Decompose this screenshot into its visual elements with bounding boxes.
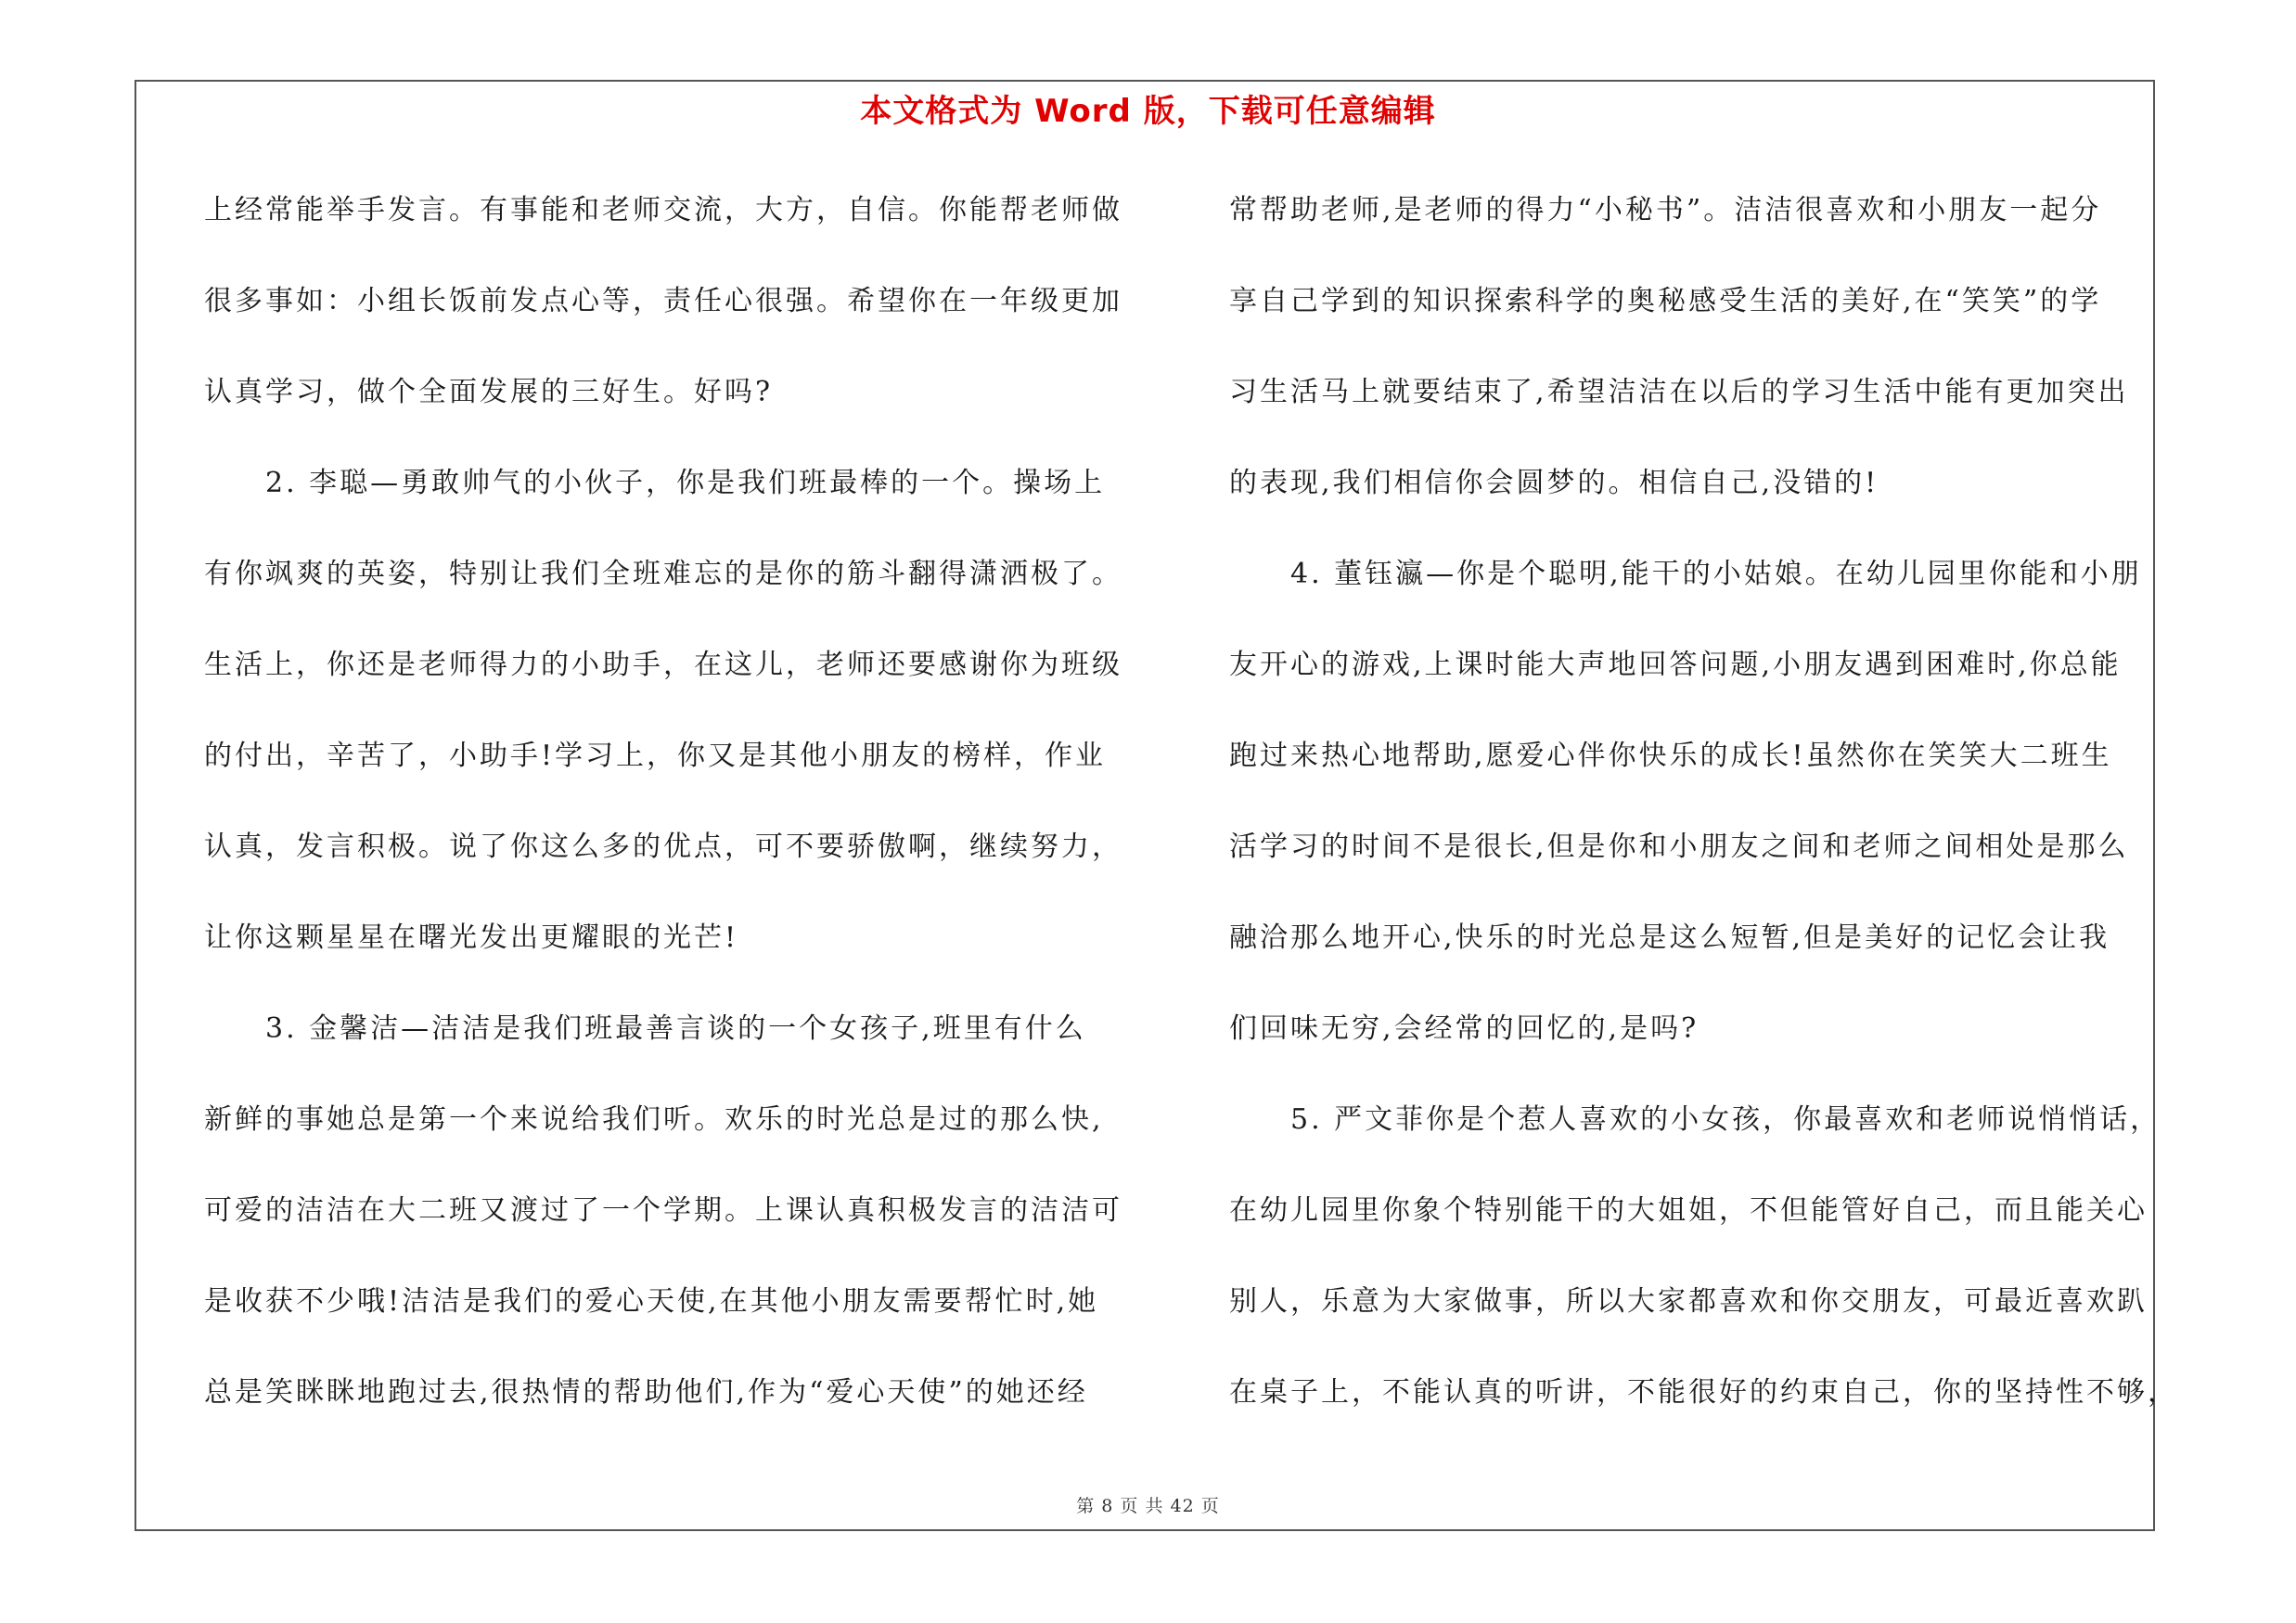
text-line: 常帮助老师,是老师的得力“小秘书”。洁洁很喜欢和小朋友一起分 <box>1229 194 2102 226</box>
text-line: 5. 严文菲你是个惹人喜欢的小女孩，你最喜欢和老师说悄悄话， <box>1229 1103 2161 1136</box>
text-line: 友开心的游戏,上课时能大声地回答问题,小朋友遇到困难时,你总能 <box>1229 649 2122 681</box>
text-line: 享自己学到的知识探索科学的奥秘感受生活的美好,在“笑笑”的学 <box>1229 285 2102 317</box>
text-line: 融洽那么地开心,快乐的时光总是这么短暂,但是美好的记忆会让我 <box>1229 921 2110 954</box>
text-line: 认真学习，做个全面发展的三好生。好吗? <box>204 376 774 408</box>
text-line: 上经常能举手发言。有事能和老师交流，大方，自信。你能帮老师做 <box>204 194 1122 226</box>
text-line: 2. 李聪—勇敢帅气的小伙子，你是我们班最棒的一个。操场上 <box>204 467 1106 499</box>
text-line: 别人，乐意为大家做事，所以大家都喜欢和你交朋友，可最近喜欢趴 <box>1229 1285 2148 1318</box>
text-line: 有你飒爽的英姿，特别让我们全班难忘的是你的筋斗翻得潇洒极了。 <box>204 558 1122 590</box>
text-line: 在幼儿园里你象个特别能干的大姐姐，不但能管好自己，而且能关心 <box>1229 1194 2148 1227</box>
format-banner: 本文格式为 Word 版，下载可任意编辑 <box>860 93 1436 130</box>
text-line: 活学习的时间不是很长,但是你和小朋友之间和老师之间相处是那么 <box>1229 831 2129 863</box>
text-line: 跑过来热心地帮助,愿爱心伴你快乐的成长!虽然你在笑笑大二班生 <box>1229 740 2112 772</box>
text-line: 在桌子上，不能认真的听讲，不能很好的约束自己，你的坚持性不够， <box>1229 1376 2178 1409</box>
right-text-column <box>1229 178 2178 1451</box>
text-line: 3. 金馨洁—洁洁是我们班最善言谈的一个女孩子,班里有什么 <box>204 1012 1086 1045</box>
text-line: 总是笑眯眯地跑过去,很热情的帮助他们,作为“爱心天使”的她还经 <box>204 1376 1088 1409</box>
page-number: 第 8 页 共 42 页 <box>1076 1496 1220 1516</box>
text-line: 们回味无穷,会经常的回忆的,是吗? <box>1229 1012 1700 1045</box>
text-line: 很多事如：小组长饭前发点心等，责任心很强。希望你在一年级更加 <box>204 285 1122 317</box>
text-line: 的付出，辛苦了，小助手!学习上，你又是其他小朋友的榜样，作业 <box>204 740 1107 772</box>
text-line: 可爱的洁洁在大二班又渡过了一个学期。上课认真积极发言的洁洁可 <box>204 1194 1122 1227</box>
text-line: 让你这颗星星在曙光发出更耀眼的光芒! <box>204 921 739 954</box>
text-line: 是收获不少哦!洁洁是我们的爱心天使,在其他小朋友需要帮忙时,她 <box>204 1285 1099 1318</box>
text-line: 认真，发言积极。说了你这么多的优点，可不要骄傲啊，继续努力， <box>204 831 1122 863</box>
text-line: 4. 董钰瀛—你是个聪明,能干的小姑娘。在幼儿园里你能和小朋 <box>1229 558 2142 590</box>
text-line: 的表现,我们相信你会圆梦的。相信自己,没错的! <box>1229 467 1879 499</box>
left-text-column <box>204 178 1150 1451</box>
text-line: 生活上，你还是老师得力的小助手，在这儿，老师还要感谢你为班级 <box>204 649 1122 681</box>
text-line: 新鲜的事她总是第一个来说给我们听。欢乐的时光总是过的那么快, <box>204 1103 1104 1136</box>
text-line: 习生活马上就要结束了,希望洁洁在以后的学习生活中能有更加突出 <box>1229 376 2129 408</box>
